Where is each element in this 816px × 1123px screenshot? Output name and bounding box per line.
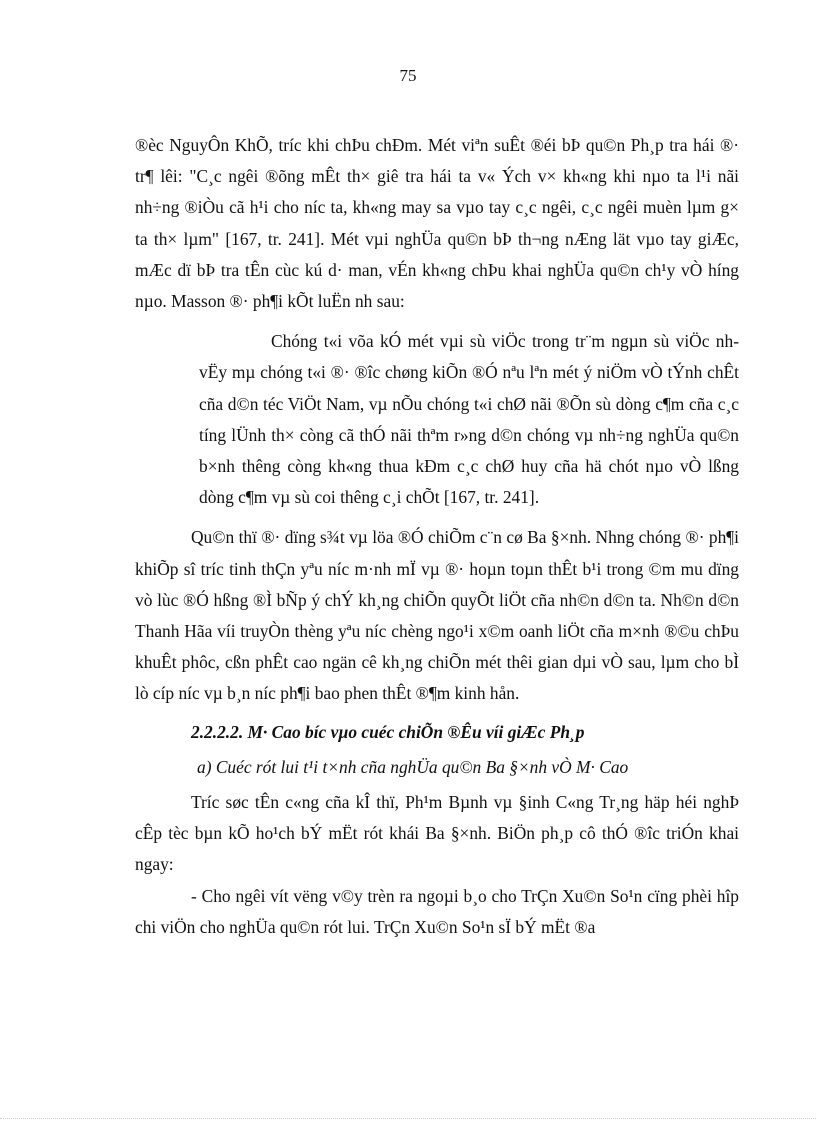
page-number: 75 bbox=[399, 66, 417, 85]
document-body bbox=[135, 130, 739, 943]
paragraph-1: ®èc NguyÔn KhÕ, tríc khi chÞu chÐm. Mét viªn suÊt ®éi bÞ qu©n Ph¸p tra hái ®· tr¶ lêi: "C¸c ngêi ®õng mÊt th× giê tra hái ta v« Ých v× kh«ng khi nµo ta l¹i nãi nh÷ng ®iÒu cã h¹i cho níc ta, kh«ng may sa vµo tay c¸c ngêi, c¸c ngêi muèn lµm g× ta th× lµm" [167, tr. 241]. Mét vµi nghÜa qu©n bÞ th¬ng nÆng lät vµo tay giÆc, mÆc dï bÞ tra tÊn cùc kú d· man, vÉn kh«ng chÞu khai nghÜa qu©n ch¹y vÒ híng nµo. Masson ®· ph¶i kÕt luËn nh sau: bbox=[135, 135, 739, 312]
paragraph-4: - Cho ngêi vít vëng v©y trèn ra ngoµi b¸o cho TrÇn Xu©n So¹n cïng phèi hîp chi viÖn cho nghÜa qu©n rót lui. TrÇn Xu©n So¹n sÏ bÝ mËt ®a bbox=[135, 885, 739, 937]
subsection-heading: a) Cuéc rót lui t¹i t×nh cña nghÜa qu©n Ba §×nh vÒ M· Cao bbox=[197, 756, 629, 777]
paragraph-3: Tríc søc tÊn c«ng cña kÎ thï, Ph¹m Bµnh vµ §inh C«ng Tr¸ng häp héi nghÞ cÊp tèc bµn kÕ ho¹ch bÝ mËt rót khái Ba §×nh. BiÖn ph¸p cô thÓ ®îc triÓn khai ngay: bbox=[135, 792, 739, 875]
block-quote: Chóng t«i võa kÓ mét vµi sù viÖc trong tr¨m ngµn sù viÖc nh vËy mµ chóng t«i ®· ®îc chøng kiÕn ®Ó nªu lªn mét ý niÖm vÒ tÝnh chÊt cña d©n téc ViÖt Nam, vµ nÕu chóng t«i chØ nãi ®Õn sù dòng c¶m cña c¸c tíng lÜnh th× còng cã thÓ nãi thªm r»ng d©n chóng vµ nh÷ng nghÜa qu©n b×nh thêng còng kh«ng thua kÐm c¸c chØ huy cña hä chót nµo vÒ lßng dòng c¶m vµ sù coi thêng c¸i chÕt [167, tr. 241]. bbox=[199, 331, 739, 508]
section-heading: 2.2.2.2. M· Cao bíc vµo cuéc chiÕn ®Êu víi giÆc Ph¸p bbox=[191, 721, 585, 742]
paragraph-2: Qu©n thï ®· dïng s¾t vµ löa ®Ó chiÕm c¨n cø Ba §×nh. Nhng chóng ®· ph¶i khiÕp sî tríc tinh thÇn yªu níc m·nh mÏ vµ ®· hoµn toµn thÊt b¹i trong ©m mu dïng vò lùc ®Ó hßng ®Ì bÑp ý chÝ kh¸ng chiÕn quyÕt liÖt cña nh©n d©n ta. Nh©n d©n Thanh Hãa víi truyÒn thèng yªu níc chèng ngo¹i x©m oanh liÖt cña m×nh ®©u chÞu khuÊt phôc, cßn phÊt cao ngän cê kh¸ng chiÕn mét thêi gian dµi vÒ sau, lµm cho bÌ lò cíp níc vµ b¸n níc ph¶i bao phen thÊt ®¶m kinh hån. bbox=[135, 527, 739, 704]
page-bottom-border bbox=[0, 1118, 816, 1119]
